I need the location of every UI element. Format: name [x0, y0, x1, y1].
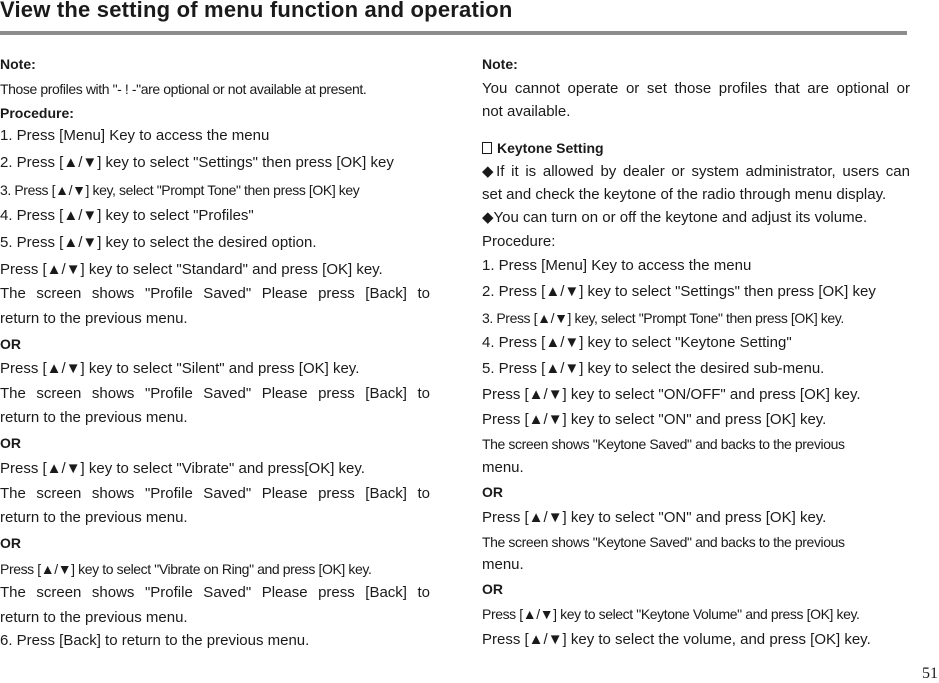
step-2: 2. Press [▲/▼] key to select "Settings" then press [OK] key	[482, 283, 876, 300]
volume-adjust-instruction: Press [▲/▼] key to select the volume, and press [OK] key.	[482, 631, 871, 648]
silent-instruction: Press [▲/▼] key to select "Silent" and press [OK] key.	[0, 360, 360, 377]
or-separator: OR	[0, 336, 21, 352]
title-divider	[0, 31, 907, 35]
onoff-instruction: Press [▲/▼] key to select "ON/OFF" and press [OK] key.	[482, 386, 861, 403]
or-separator: OR	[0, 435, 21, 451]
profile-saved-text-cont: return to the previous menu.	[0, 609, 188, 626]
bullet-2: ◆You can turn on or off the keytone and adjust its volume.	[482, 209, 868, 226]
keytone-heading-label: Keytone Setting	[497, 140, 604, 156]
standard-instruction: Press [▲/▼] key to select "Standard" and press [OK] key.	[0, 261, 383, 278]
note-text: You cannot operate or set those profiles that are optional or	[482, 80, 910, 97]
keytone-heading	[482, 138, 604, 158]
step-2: 2. Press [▲/▼] key to select "Settings" then press [OK] key	[0, 154, 394, 171]
keytone-saved-text: The screen shows "Keytone Saved" and backs to the previous	[482, 534, 845, 550]
step-4: 4. Press [▲/▼] key to select "Profiles"	[0, 207, 254, 224]
keytone-saved-text: The screen shows "Keytone Saved" and backs to the previous	[482, 436, 845, 452]
on-instruction: Press [▲/▼] key to select "ON" and press [OK] key.	[482, 411, 827, 428]
step-1: 1. Press [Menu] Key to access the menu	[0, 127, 270, 144]
page-number: 51	[922, 665, 938, 682]
or-separator: OR	[482, 484, 503, 500]
note-text-cont: not available.	[482, 103, 571, 120]
on-instruction: Press [▲/▼] key to select "ON" and press [OK] key.	[482, 509, 827, 526]
keytone-saved-text-cont: menu.	[482, 556, 524, 573]
vibrate-ring-instruction: Press [▲/▼] key to select "Vibrate on Ring" and press [OK] key.	[0, 561, 372, 577]
procedure-heading: Procedure:	[482, 233, 556, 250]
note-text: Those profiles with "- ! -"are optional or not available at present.	[0, 81, 367, 97]
page-title: View the setting of menu function and operation	[0, 0, 513, 22]
profile-saved-text: The screen shows "Profile Saved" Please press [Back] to	[0, 584, 430, 601]
step-4: 4. Press [▲/▼] key to select "Keytone Setting"	[482, 334, 792, 351]
keytone-saved-text-cont: menu.	[482, 459, 524, 476]
vibrate-instruction: Press [▲/▼] key to select "Vibrate" and press[OK] key.	[0, 460, 365, 477]
profile-saved-text: The screen shows "Profile Saved" Please press [Back] to	[0, 285, 430, 302]
step-6: 6. Press [Back] to return to the previous menu.	[0, 632, 310, 649]
profile-saved-text-cont: return to the previous menu.	[0, 310, 188, 327]
step-1: 1. Press [Menu] Key to access the menu	[482, 257, 752, 274]
step-5: 5. Press [▲/▼] key to select the desired sub-menu.	[482, 360, 825, 377]
keytone-volume-instruction: Press [▲/▼] key to select "Keytone Volume" and press [OK] key.	[482, 606, 860, 622]
or-separator: OR	[0, 535, 21, 551]
profile-saved-text-cont: return to the previous menu.	[0, 509, 188, 526]
bullet-1: ◆If it is allowed by dealer or system administrator, users can	[482, 163, 910, 180]
square-icon	[482, 142, 492, 154]
profile-saved-text-cont: return to the previous menu.	[0, 409, 188, 426]
profile-saved-text: The screen shows "Profile Saved" Please press [Back] to	[0, 485, 430, 502]
procedure-heading: Procedure:	[0, 105, 74, 121]
profile-saved-text: The screen shows "Profile Saved" Please press [Back] to	[0, 385, 430, 402]
step-3: 3. Press [▲/▼] key, select "Prompt Tone" then press [OK] key	[0, 182, 360, 198]
step-5: 5. Press [▲/▼] key to select the desired option.	[0, 234, 317, 251]
note-heading: Note:	[0, 56, 36, 72]
or-separator: OR	[482, 581, 503, 597]
note-heading: Note:	[482, 56, 518, 72]
bullet-1-cont: set and check the keytone of the radio through menu display.	[482, 186, 887, 203]
step-3: 3. Press [▲/▼] key, select "Prompt Tone" then press [OK] key.	[482, 310, 844, 326]
